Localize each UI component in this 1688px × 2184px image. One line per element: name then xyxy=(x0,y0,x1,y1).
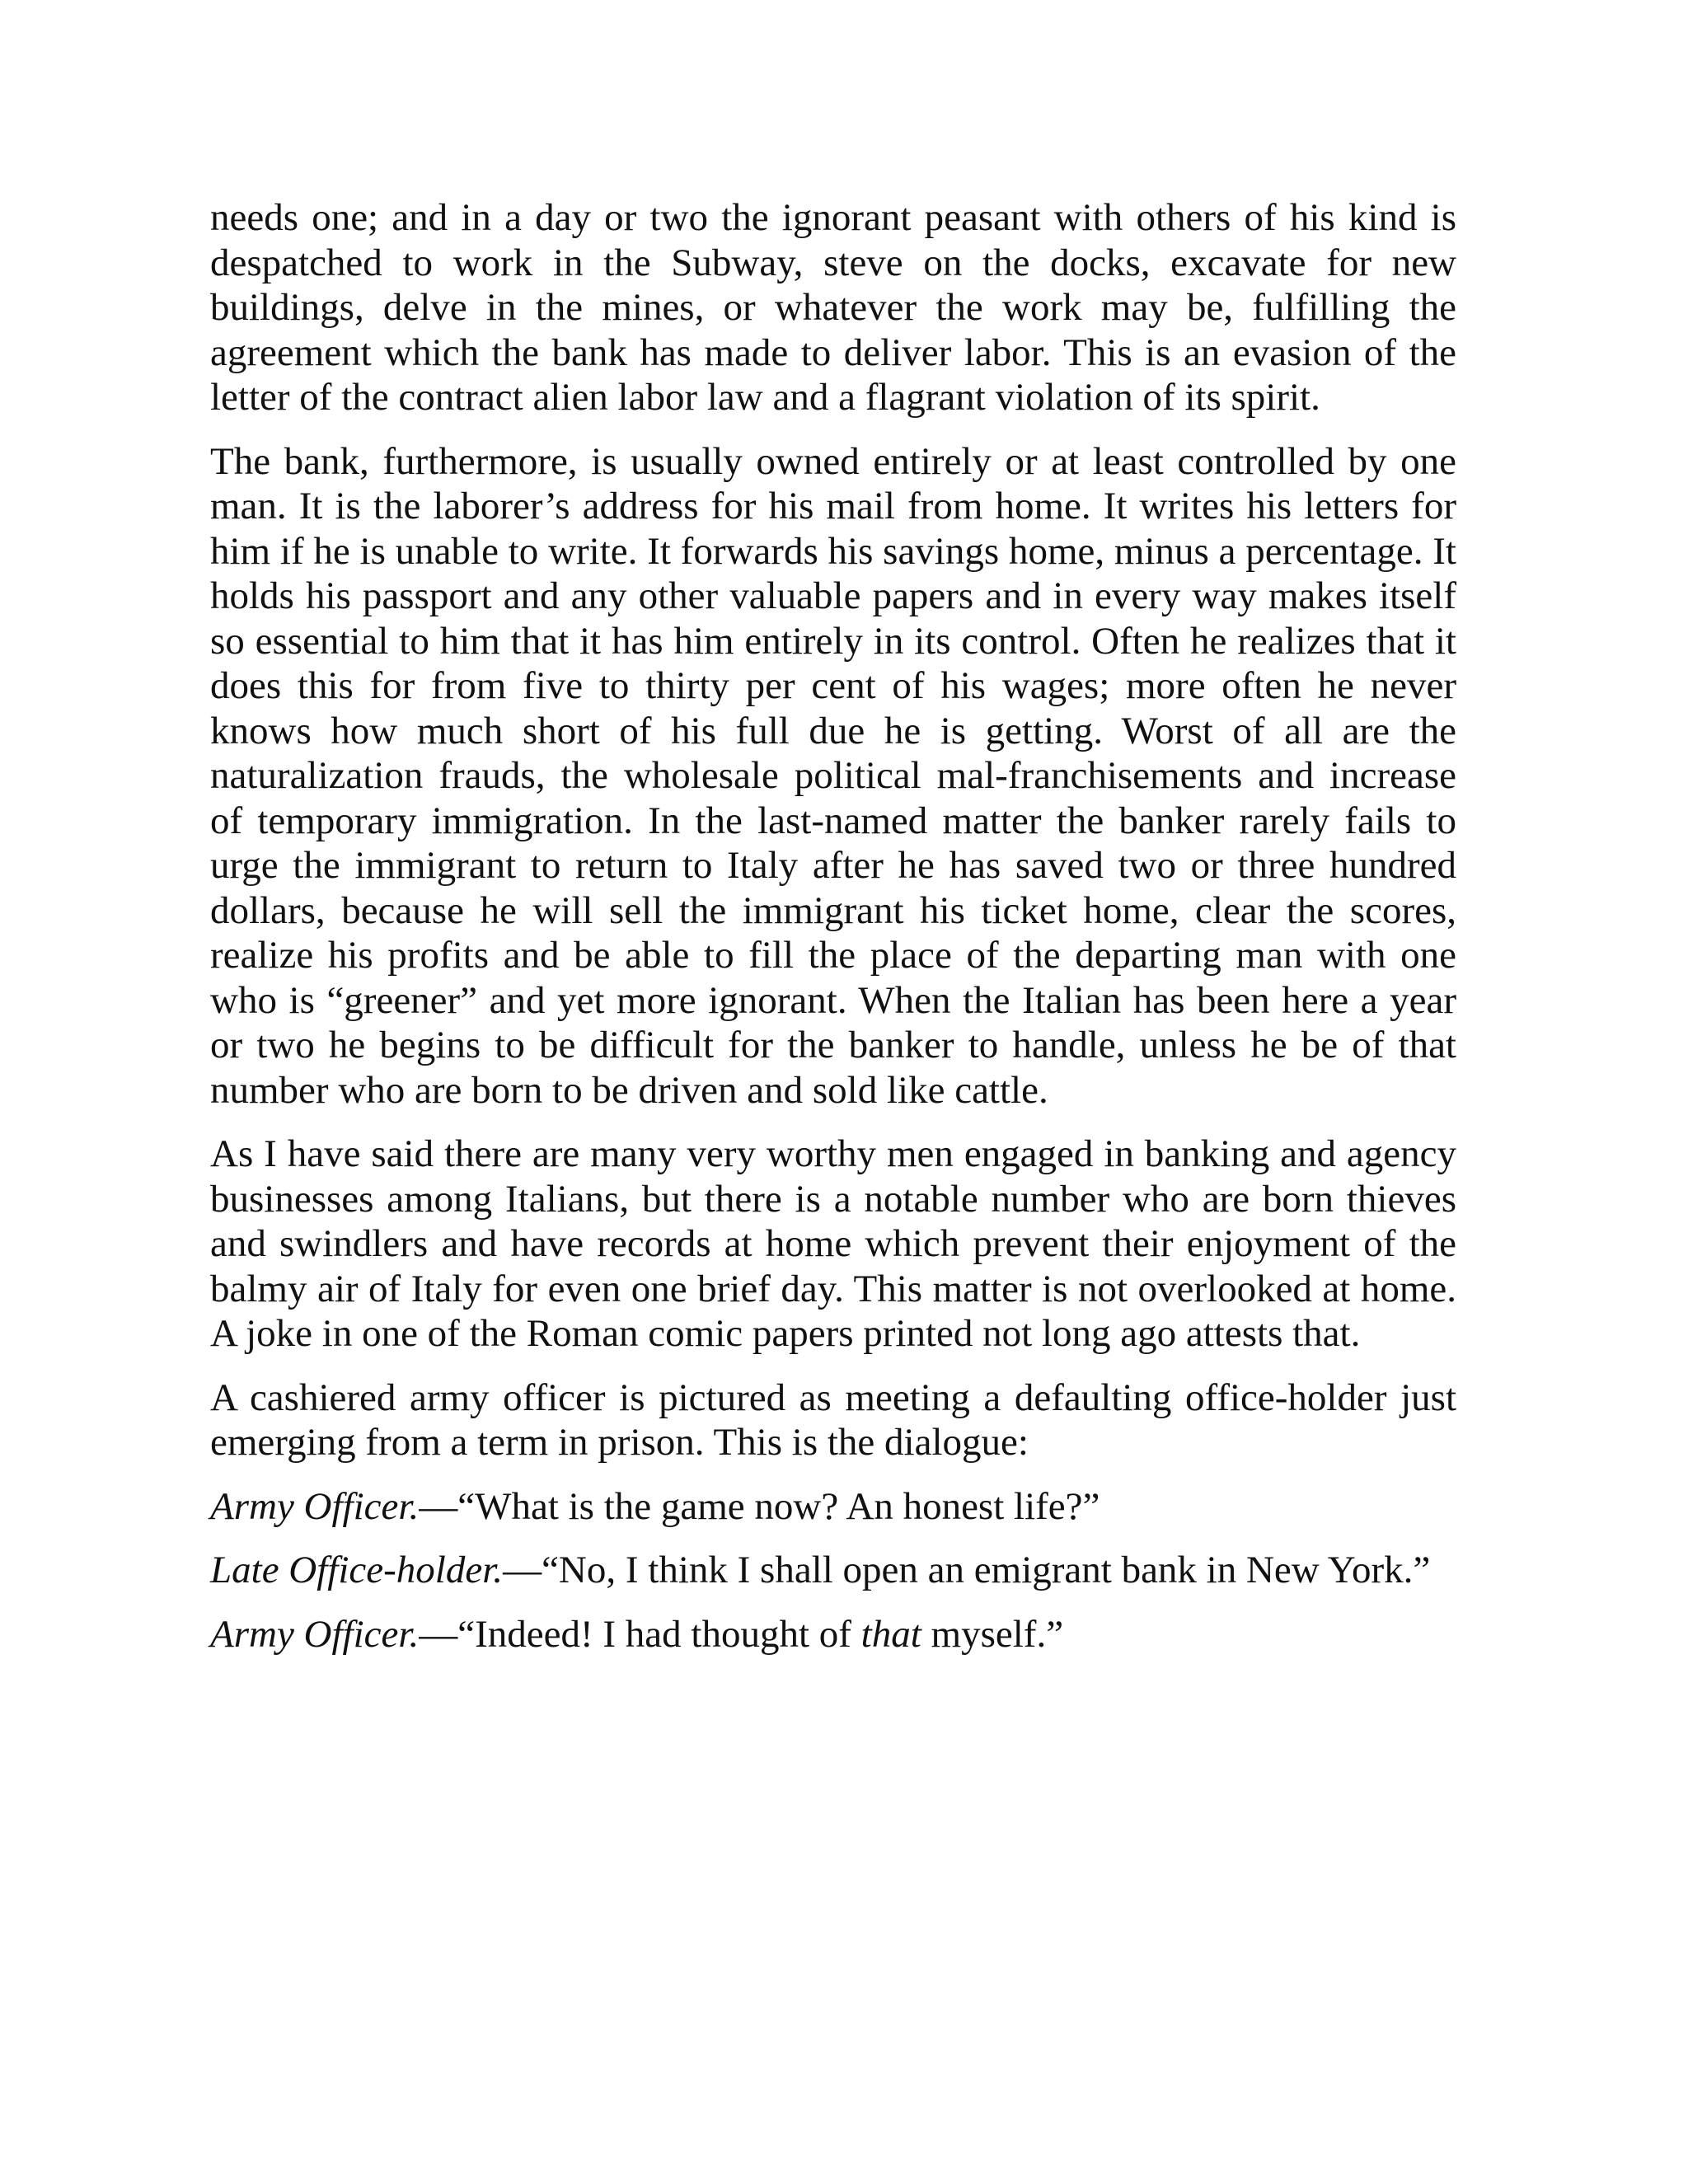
page-text xyxy=(210,195,1456,1675)
dialogue-text-3a: —“Indeed! I had thought of xyxy=(419,1612,861,1656)
dialogue-speaker-2: Late Office-holder. xyxy=(210,1549,504,1591)
dialogue-line-3 xyxy=(210,1612,1456,1657)
paragraph-4: A cashiered army officer is pictured as meeting a defaulting office-holder just emerging from a term in prison. This is the dialogue: xyxy=(210,1376,1456,1464)
dialogue-text-1: —“What is the game now? An honest life?” xyxy=(419,1484,1100,1528)
paragraph-1: needs one; and in a day or two the ignorant peasant with others of his kind is despatched to work in the Subway, steve on the docks, excavate for new buildings, delve in the mines, or whatever the work may be, fulfilling the agreement which the bank has made to deliver labor. This is an evasion of the letter of the contract alien labor law and a flagrant violation of its spirit. xyxy=(210,196,1456,419)
dialogue-emphasis: that xyxy=(860,1612,921,1656)
dialogue-line-1 xyxy=(210,1484,1456,1530)
dialogue-speaker-1: Army Officer. xyxy=(210,1484,420,1528)
dialogue-line-2 xyxy=(210,1548,1456,1593)
dialogue-speaker-3: Army Officer. xyxy=(210,1612,420,1656)
dialogue-text-2: —“No, I think I shall open an emigrant bank in New York.” xyxy=(503,1549,1431,1591)
paragraph-3: As I have said there are many very worthy men engaged in banking and agency businesses among Italians, but there is a notable number who are born thieves and swindlers and have records at home which prevent their enjoyment of the balmy air of Italy for even one brief day. This matter is not overlooked at home. A joke in one of the Roman comic papers printed not long ago attests that. xyxy=(210,1132,1456,1355)
dialogue-text-3b: myself.” xyxy=(921,1612,1064,1656)
paragraph-2: The bank, furthermore, is usually owned entirely or at least controlled by one man. It is the laborer’s address for his mail from home. It writes his letters for him if he is unable to write. It forwards his savings home, minus a percentage. It holds his passport and any other valuable papers and in every way makes itself so essential to him that it has him entirely in its control. Often he realizes that it does this for from five to thirty per cent of his wages; more often he never knows how much short of his full due he is getting. Worst of all are the naturalization frauds, the wholesale political mal-franchisements and increase of temporary immigration. In the last-named matter the banker rarely fails to urge the immigrant to return to Italy after he has saved two or three hundred dollars, because he will sell the immigrant his ticket home, clear the scores, realize his profits and be able to fill the place of the departing man with one who is “greener” and yet more ignorant. When the Italian has been here a year or two he begins to be difficult for the banker to handle, unless he be of that number who are born to be driven and sold like cattle. xyxy=(210,439,1456,1112)
